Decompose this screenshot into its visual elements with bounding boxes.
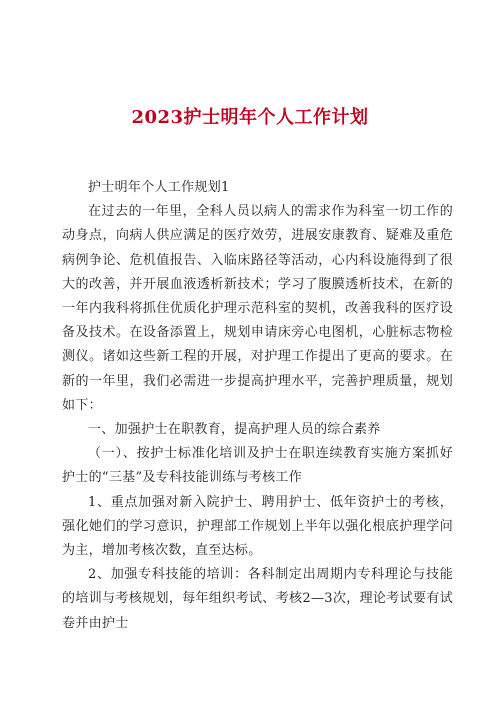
paragraph: 1、重点加强对新入院护士、聘用护士、低年资护士的考核，强化她们的学习意识，护理部工作规划上半年以强化根底护理学问为主，增加考核次数，直至达标。 [62, 494, 453, 559]
paragraph: 2、加强专科技能的培训：各科制定出周期内专科理论与技能的培训与考核规划，每年组织考试、考核2—3次，理论考试要有试卷并由护士 [62, 567, 453, 631]
document-body [62, 176, 453, 636]
paragraph: 在过去的一年里，全科人员以病人的需求作为科室一切工作的动身点，向病人供应满足的医疗效劳，进展安康教育、疑难及重危病例争论、危机值报告、入临床路径等活动，心内科设施得到了很大的改善，并开展血液透析新技术；学习了腹膜透析技术，在新的一年内我科将抓住优质化护理示范科室的契机，改善我科的医疗设备及技术。在设备添置上，规划申请床旁心电图机，心脏标志物检测仪。诸如这些新工程的开展，对护理工作提出了更高的要求。在新的一年里，我们必需进一步提高护理水平，完善护理质量，规划如下： [62, 204, 453, 413]
paragraph: 一、加强护士在职教育，提高护理人员的综合素养 [88, 422, 381, 438]
paragraph: （一）、按护士标准化培训及护士在职连续教育实施方案抓好护士的“三基”及专科技能训练与考核工作 [62, 446, 453, 486]
document-title: 2023护士明年个人工作计划 [131, 107, 369, 128]
paragraph: 护士明年个人工作规划1 [88, 180, 230, 195]
